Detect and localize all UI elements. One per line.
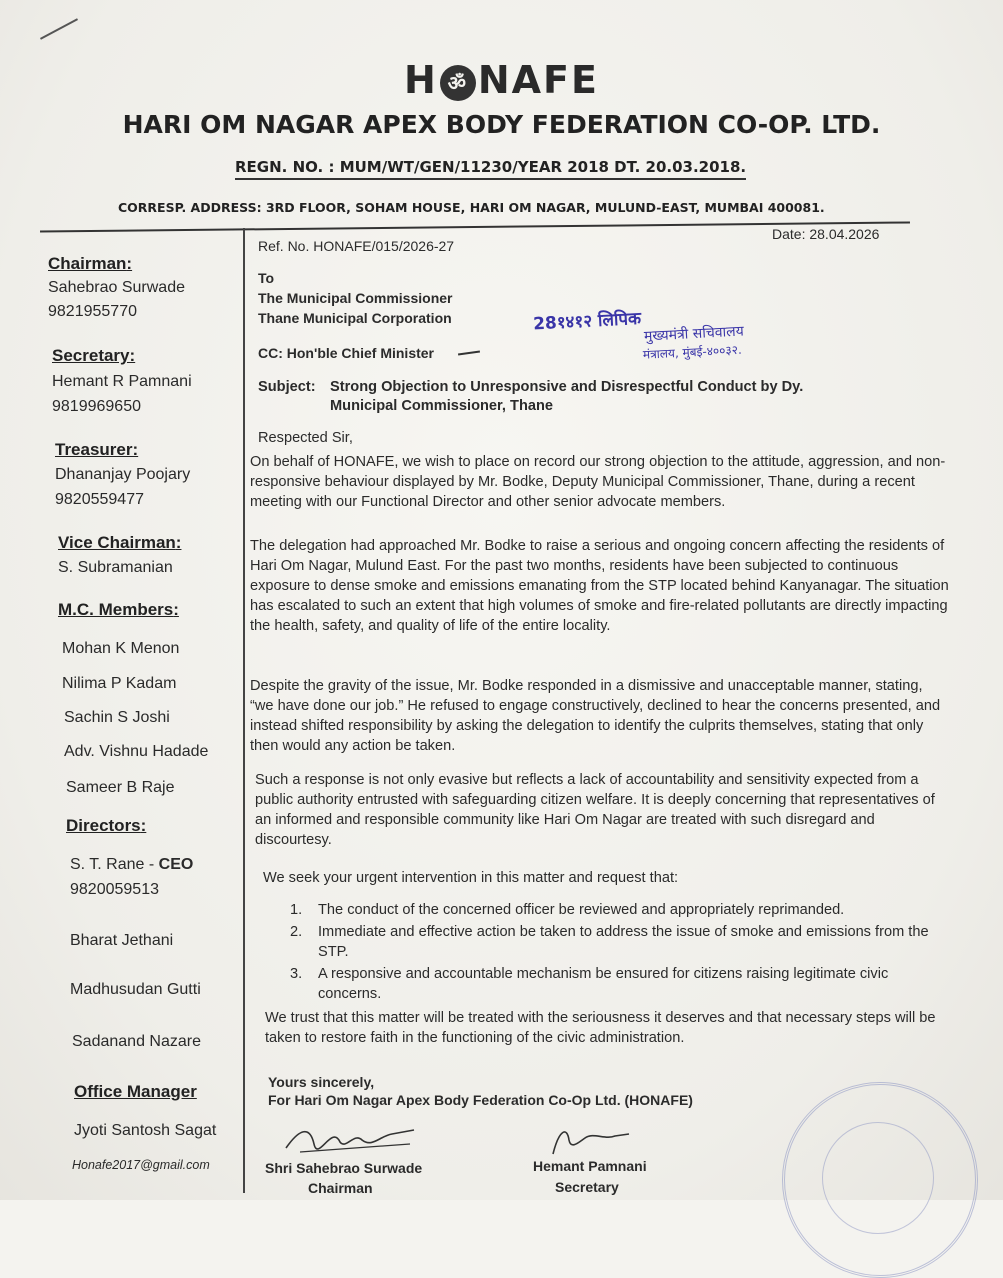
- org-name: HARI OM NAGAR APEX BODY FEDERATION CO-OP. LTD.: [122, 110, 881, 139]
- treasurer-label: Treasurer:: [55, 440, 139, 459]
- request-list: [290, 900, 950, 1006]
- mc-member: Mohan K Menon: [62, 640, 180, 657]
- director-ceo-phone: 9820059513: [70, 881, 159, 898]
- director: Sadanand Nazare: [72, 1033, 201, 1050]
- director: Bharat Jethani: [70, 932, 174, 949]
- stamp-line: मुख्यमंत्री सचिवालय: [643, 323, 745, 345]
- signatory-title: Secretary: [555, 1179, 619, 1195]
- salutation: Respected Sir,: [258, 430, 353, 446]
- treasurer-name: Dhananjay Poojary: [55, 466, 191, 483]
- vice-chairman-label: Vice Chairman:: [58, 533, 182, 552]
- secretary-signature: [545, 1120, 635, 1160]
- office-manager-label: Office Manager: [74, 1082, 197, 1101]
- list-item: 3. A responsive and accountable mechanism be ensured for citizens raising legitimate civic concerns.: [290, 966, 889, 1002]
- list-item: 1. The conduct of the concerned officer be reviewed and appropriately reprimanded.: [290, 902, 845, 918]
- recipient-line: Thane Municipal Corporation: [258, 310, 452, 326]
- director: Madhusudan Gutti: [70, 981, 201, 998]
- secretary-name: Hemant R Pamnani: [52, 373, 192, 390]
- subject-block: [258, 378, 948, 416]
- inward-stamp: [533, 305, 745, 370]
- mc-member: Sachin S Joshi: [64, 709, 170, 726]
- cc-line: CC: Hon'ble Chief Minister: [258, 345, 434, 361]
- email-address: Honafe2017@gmail.com: [72, 1158, 210, 1172]
- chairman-phone: 9821955770: [48, 303, 137, 320]
- recipient-line: The Municipal Commissioner: [258, 290, 453, 306]
- mc-members-label: M.C. Members:: [58, 600, 179, 619]
- treasurer-phone: 9820559477: [55, 491, 144, 508]
- subject-text: Municipal Commissioner, Thane: [330, 398, 554, 414]
- closing-paragraph: We trust that this matter will be treated with the seriousness it deserves and that necessary steps will be taken to restore faith in the functioning of the civic administration.: [265, 1010, 936, 1046]
- reference-number: Ref. No. HONAFE/015/2026-27: [258, 238, 455, 254]
- on-behalf-line: For Hari Om Nagar Apex Body Federation Co-Op Ltd. (HONAFE): [268, 1092, 693, 1108]
- signatory-title: Chairman: [308, 1180, 373, 1196]
- registration-number: REGN. NO. : MUM/WT/GEN/11230/YEAR 2018 DT. 20.03.2018.: [235, 158, 746, 180]
- organization-seal-inner: [822, 1122, 934, 1234]
- subject-label: Subject:: [258, 379, 316, 395]
- letter-date: Date: 28.04.2026: [772, 226, 880, 242]
- correspondence-address: CORRESP. ADDRESS: 3RD FLOOR, SOHAM HOUSE, HARI OM NAGAR, MULUND-EAST, MUMBAI 400081.: [118, 200, 825, 215]
- secretary-phone: 9819969650: [52, 398, 141, 415]
- chairman-signature: [280, 1118, 420, 1160]
- chairman-label: Chairman:: [48, 254, 133, 273]
- chairman-name: Sahebrao Surwade: [48, 279, 185, 296]
- to-label: To: [258, 270, 275, 286]
- list-item: 2. Immediate and effective action be taken to address the issue of smoke and emissions from the STP.: [290, 924, 929, 960]
- stamp-line: 28१४१२ लिपिक: [532, 308, 642, 335]
- request-intro: We seek your urgent intervention in this matter and request that:: [263, 870, 679, 886]
- om-icon: ॐ: [440, 65, 476, 101]
- office-manager-name: Jyoti Santosh Sagat: [74, 1122, 217, 1139]
- signatory-name: Shri Sahebrao Surwade: [265, 1160, 423, 1176]
- honafe-logo: H ॐ NAFE: [404, 58, 599, 102]
- stamp-line: मंत्रालय, मुंबई-४००३२.: [642, 342, 743, 362]
- sidebar-divider: [243, 228, 245, 1193]
- body-paragraph: Such a response is not only evasive but reflects a lack of accountability and sensitivity expected from a public authority entrusted with safeguarding citizen welfare. It is deeply concerning that representatives of an informed and responsible community like Hari Om Nagar are treated with such disregard and discourtesy.: [255, 772, 935, 848]
- body-paragraph: Despite the gravity of the issue, Mr. Bodke responded in a dismissive and unacceptable manner, stating, “we have done our job.” He refused to engage constructively, declined to hear the concerns presented, and instead shifted responsibility by asking the delegation to identify the culprits themselves, stating that only then would any action be taken.: [250, 678, 941, 754]
- signatory-name: Hemant Pamnani: [533, 1158, 647, 1174]
- mc-member: Adv. Vishnu Hadade: [64, 743, 209, 760]
- directors-label: Directors:: [66, 816, 147, 835]
- body-paragraph: On behalf of HONAFE, we wish to place on record our strong objection to the attitude, aggression, and non-responsive behaviour displayed by Mr. Bodke, Deputy Municipal Commissioner, Thane, during a recent meeting with our Functional Director and other senior advocate members.: [250, 454, 946, 510]
- vice-chairman-name: S. Subramanian: [58, 559, 173, 576]
- mc-member: Nilima P Kadam: [62, 675, 177, 692]
- secretary-label: Secretary:: [52, 346, 136, 365]
- director-ceo: S. T. Rane - CEO: [70, 856, 194, 873]
- subject-text: Strong Objection to Unresponsive and Disrespectful Conduct by Dy.: [330, 379, 804, 395]
- body-paragraph: The delegation had approached Mr. Bodke to raise a serious and ongoing concern affecting the residents of Hari Om Nagar, Mulund East. For the past two months, residents have been subjected to continuous exposure to dense smoke and emissions emanating from the STP located behind Kanyanagar. The situation has escalated to such an extent that high volumes of smoke and fire-related pollutants are directly impacting the health, safety, and quality of life of the entire locality.: [250, 538, 949, 634]
- valediction: Yours sincerely,: [268, 1074, 375, 1090]
- mc-member: Sameer B Raje: [66, 779, 175, 796]
